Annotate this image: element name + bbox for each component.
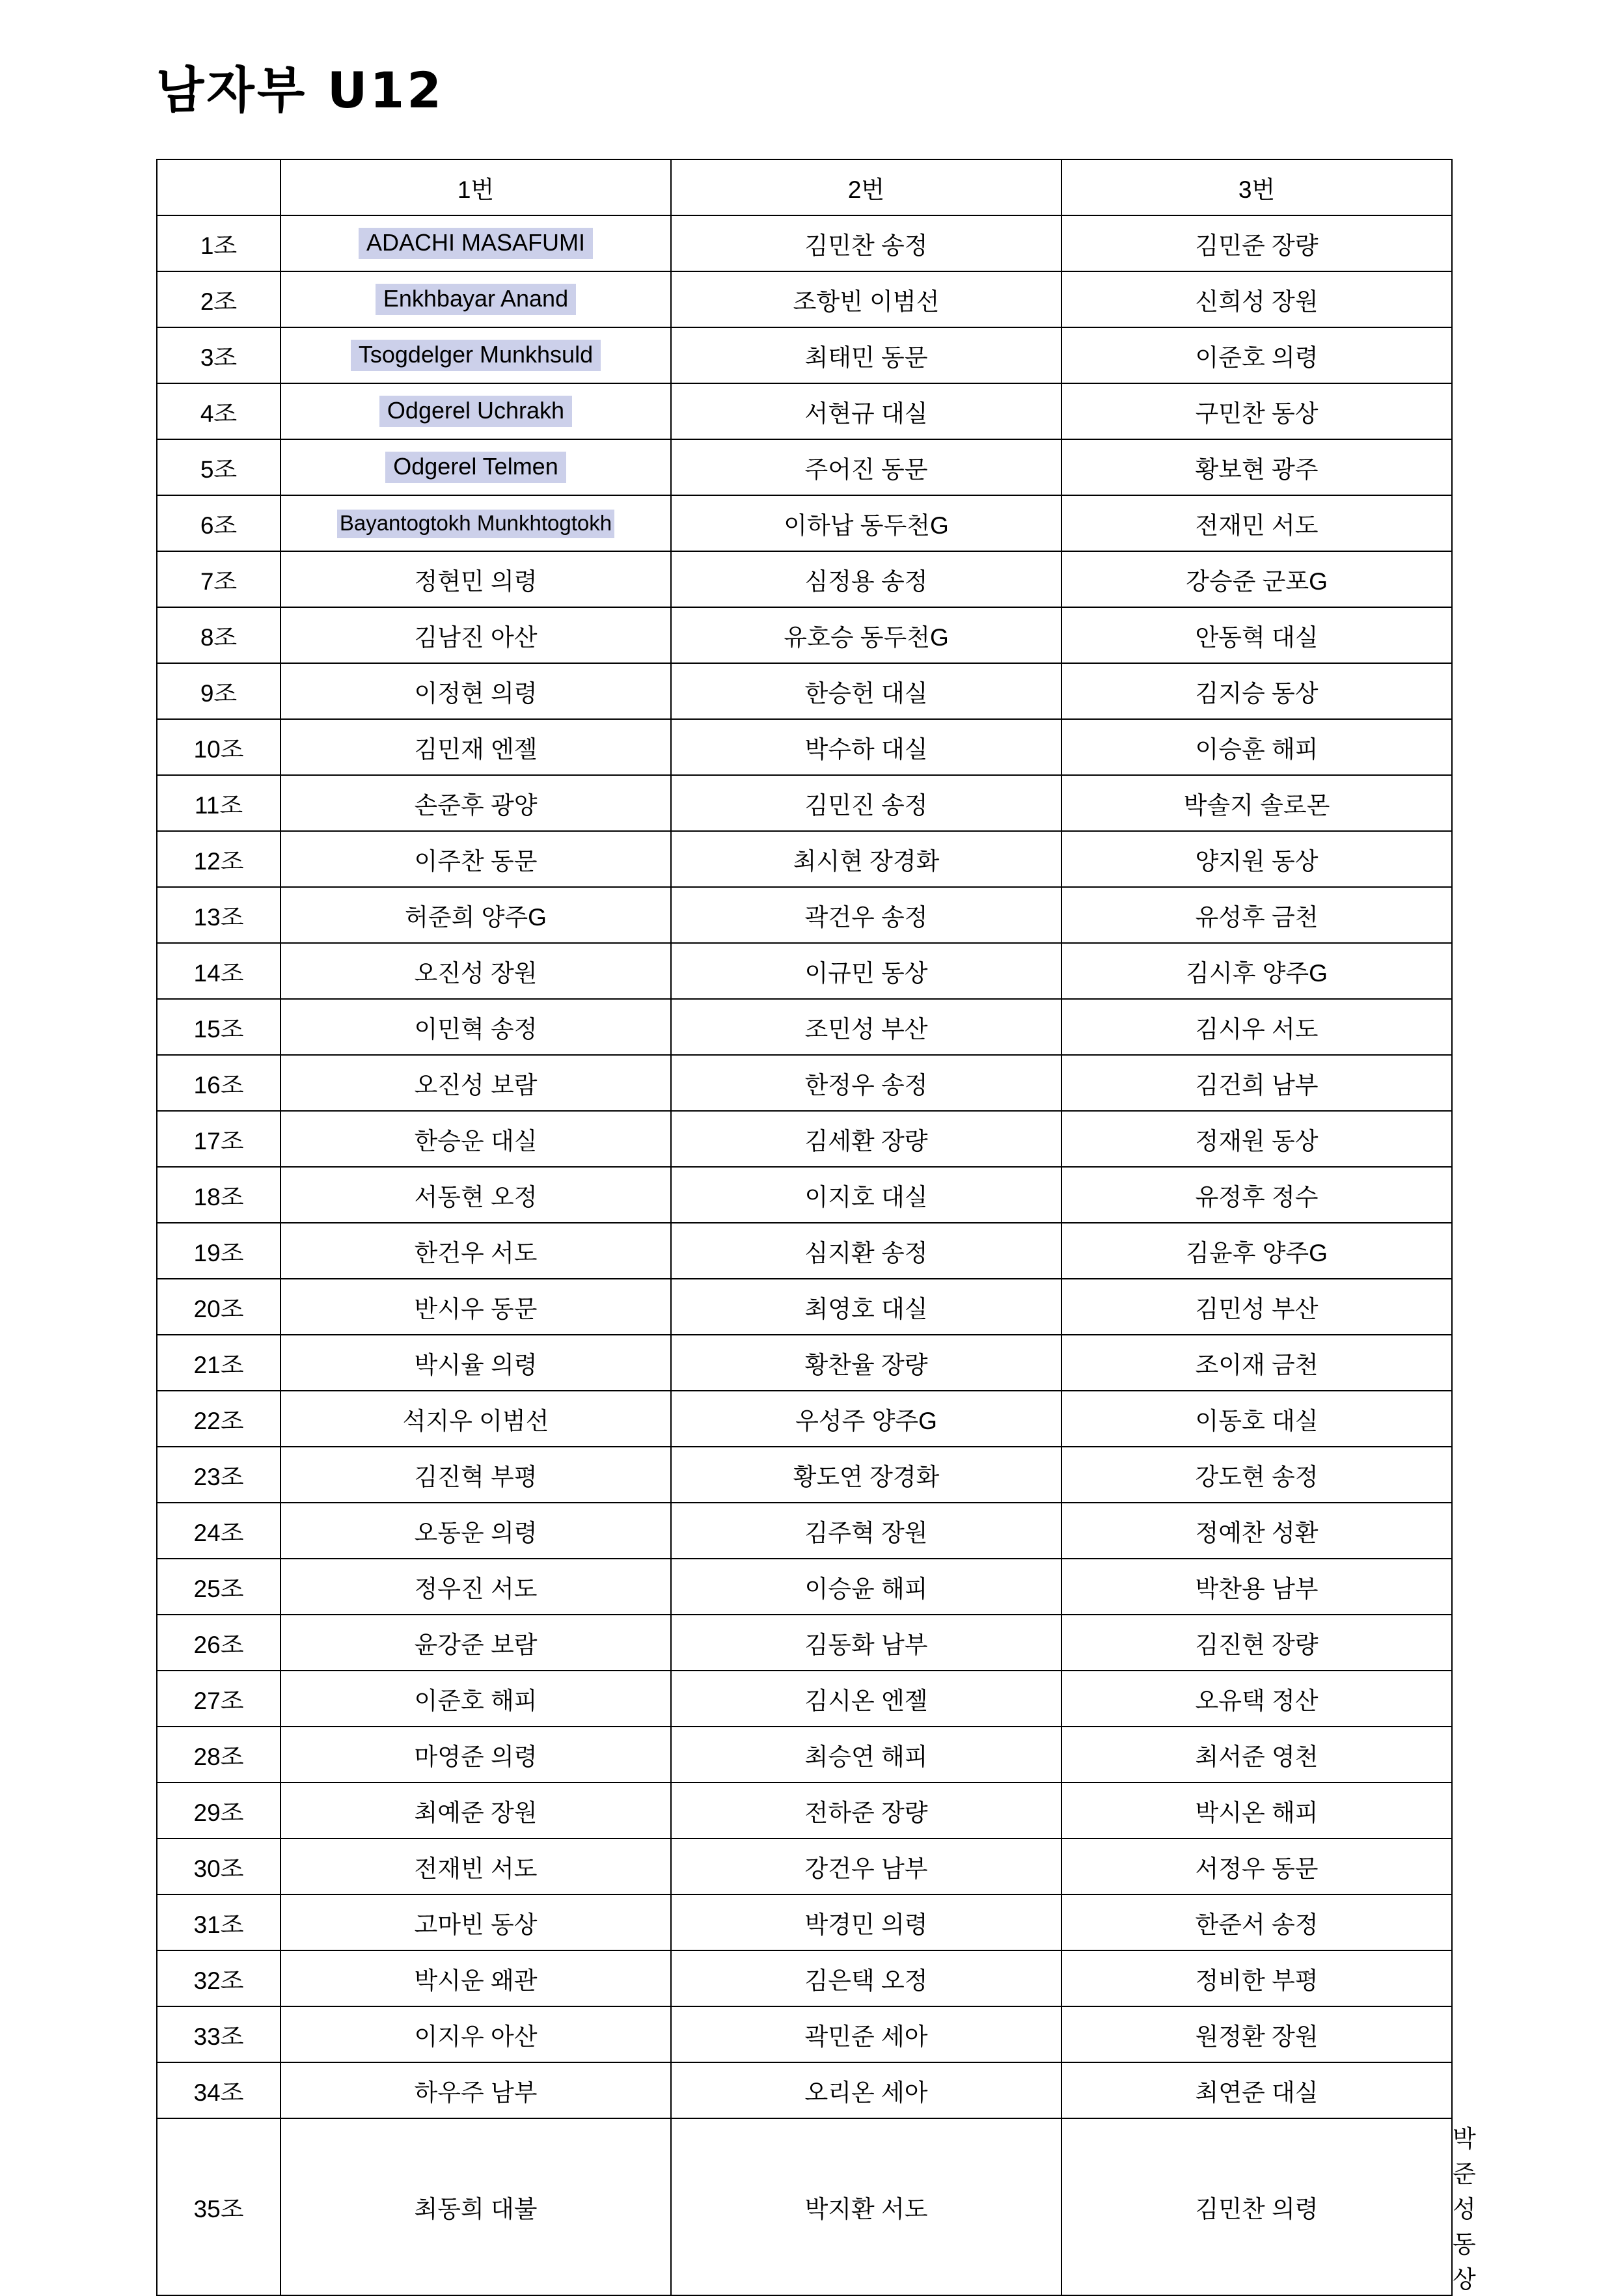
player-cell <box>280 327 671 383</box>
table-row <box>157 719 1452 775</box>
player-cell: 강승준 군포G <box>1061 551 1452 607</box>
player-cell: 최예준 장원 <box>280 1783 671 1838</box>
player-cell: 최서준 영천 <box>1061 1727 1452 1783</box>
player-cell: 박솔지 솔로몬 <box>1061 775 1452 831</box>
player-cell: 박시온 해피 <box>1061 1783 1452 1838</box>
group-label: 9조 <box>157 663 280 719</box>
player-cell: 이정현 의령 <box>280 663 671 719</box>
player-cell <box>280 495 671 551</box>
player-cell: 박시운 왜관 <box>280 1950 671 2006</box>
group-label: 2조 <box>157 271 280 327</box>
table-row <box>157 1615 1452 1671</box>
player-cell: 윤강준 보람 <box>280 1615 671 1671</box>
table-row <box>157 1223 1452 1279</box>
player-cell: 김민진 송정 <box>671 775 1061 831</box>
group-label: 32조 <box>157 1950 280 2006</box>
group-label: 5조 <box>157 439 280 495</box>
table-row <box>157 327 1452 383</box>
page-title: 남자부 U12 <box>156 61 445 119</box>
player-cell: 서정우 동문 <box>1061 1838 1452 1894</box>
player-cell: 박시율 의령 <box>280 1335 671 1391</box>
group-label: 4조 <box>157 383 280 439</box>
player-cell: 구민찬 동상 <box>1061 383 1452 439</box>
table-row <box>157 607 1452 663</box>
group-label: 20조 <box>157 1279 280 1335</box>
group-label: 22조 <box>157 1391 280 1447</box>
group-label: 26조 <box>157 1615 280 1671</box>
group-label: 11조 <box>157 775 280 831</box>
group-label: 30조 <box>157 1838 280 1894</box>
player-cell: 오유택 정산 <box>1061 1671 1452 1727</box>
player-cell: 김진혁 부평 <box>280 1447 671 1503</box>
player-cell: 박수하 대실 <box>671 719 1061 775</box>
group-label: 28조 <box>157 1727 280 1783</box>
player-cell <box>280 215 671 271</box>
player-cell: 정우진 서도 <box>280 1559 671 1615</box>
header-corner <box>157 159 280 215</box>
player-cell: 강도현 송정 <box>1061 1447 1452 1503</box>
player-cell: 주어진 동문 <box>671 439 1061 495</box>
table-row <box>157 1167 1452 1223</box>
player-cell: 석지우 이범선 <box>280 1391 671 1447</box>
table-row <box>157 887 1452 943</box>
table-row <box>157 1111 1452 1167</box>
player-cell: 한승헌 대실 <box>671 663 1061 719</box>
group-label: 25조 <box>157 1559 280 1615</box>
group-label: 7조 <box>157 551 280 607</box>
group-label: 33조 <box>157 2006 280 2062</box>
player-cell: 김민찬 송정 <box>671 215 1061 271</box>
table-row <box>157 1559 1452 1615</box>
player-name-highlighted: Bayantogtokh Munkhtogtokh <box>337 510 614 539</box>
group-label: 34조 <box>157 2062 280 2118</box>
group-label: 27조 <box>157 1671 280 1727</box>
group-label: 14조 <box>157 943 280 999</box>
player-cell: 하우주 남부 <box>280 2062 671 2118</box>
player-name-highlighted: ADACHI MASAFUMI <box>359 228 593 259</box>
group-label: 13조 <box>157 887 280 943</box>
player-cell <box>280 439 671 495</box>
player-cell: 강건우 남부 <box>671 1838 1061 1894</box>
player-cell: 전재민 서도 <box>1061 495 1452 551</box>
player-cell: 조민성 부산 <box>671 999 1061 1055</box>
table-row <box>157 1335 1452 1391</box>
group-label: 17조 <box>157 1111 280 1167</box>
table-row <box>157 1783 1452 1838</box>
player-cell: 김건희 남부 <box>1061 1055 1452 1111</box>
table-row <box>157 1671 1452 1727</box>
group-label: 21조 <box>157 1335 280 1391</box>
player-cell: 이민혁 송정 <box>280 999 671 1055</box>
player-cell: 이승훈 해피 <box>1061 719 1452 775</box>
player-cell: 정예찬 성환 <box>1061 1503 1452 1559</box>
player-cell: 서현규 대실 <box>671 383 1061 439</box>
player-cell: 조항빈 이범선 <box>671 271 1061 327</box>
player-cell: 김동화 남부 <box>671 1615 1061 1671</box>
table-row <box>157 775 1452 831</box>
player-cell: 반시우 동문 <box>280 1279 671 1335</box>
table-row <box>157 551 1452 607</box>
player-cell: 황보현 광주 <box>1061 439 1452 495</box>
group-label: 23조 <box>157 1447 280 1503</box>
player-cell: 양지원 동상 <box>1061 831 1452 887</box>
player-cell: 최시현 장경화 <box>671 831 1061 887</box>
player-cell: 오동운 의령 <box>280 1503 671 1559</box>
player-cell: 김민찬 의령 <box>1061 2118 1452 2295</box>
player-cell: 김시온 엔젤 <box>671 1671 1061 1727</box>
player-name-highlighted: Tsogdelger Munkhsuld <box>351 340 601 371</box>
player-cell: 이준호 해피 <box>280 1671 671 1727</box>
player-cell: 김민성 부산 <box>1061 1279 1452 1335</box>
table-header-row <box>157 159 1452 215</box>
player-cell: 원정환 장원 <box>1061 2006 1452 2062</box>
player-cell: 정현민 의령 <box>280 551 671 607</box>
player-cell: 김주혁 장원 <box>671 1503 1061 1559</box>
player-cell: 정비한 부평 <box>1061 1950 1452 2006</box>
player-cell: 정재원 동상 <box>1061 1111 1452 1167</box>
player-cell: 최동희 대불 <box>280 2118 671 2295</box>
group-label: 35조 <box>157 2118 280 2295</box>
player-cell <box>280 271 671 327</box>
player-cell: 유성후 금천 <box>1061 887 1452 943</box>
table-row <box>157 439 1452 495</box>
group-label: 29조 <box>157 1783 280 1838</box>
player-cell: 김민준 장량 <box>1061 215 1452 271</box>
player-name-highlighted: Odgerel Uchrakh <box>379 396 572 427</box>
player-cell: 이규민 동상 <box>671 943 1061 999</box>
table-row <box>157 2062 1452 2118</box>
player-cell: 곽민준 세아 <box>671 2006 1061 2062</box>
group-label: 8조 <box>157 607 280 663</box>
player-cell: 고마빈 동상 <box>280 1894 671 1950</box>
header-slot-1: 1번 <box>280 159 671 215</box>
header-slot-3: 3번 <box>1061 159 1452 215</box>
table-row <box>157 215 1452 271</box>
group-label: 12조 <box>157 831 280 887</box>
player-cell: 김시우 서도 <box>1061 999 1452 1055</box>
player-cell: 김지승 동상 <box>1061 663 1452 719</box>
player-cell: 황찬율 장량 <box>671 1335 1061 1391</box>
player-cell: 이지호 대실 <box>671 1167 1061 1223</box>
player-cell: 김진현 장량 <box>1061 1615 1452 1671</box>
player-cell: 유정후 정수 <box>1061 1167 1452 1223</box>
player-cell: 우성주 양주G <box>671 1391 1061 1447</box>
player-cell: 오진성 보람 <box>280 1055 671 1111</box>
group-label: 19조 <box>157 1223 280 1279</box>
player-cell: 유호승 동두천G <box>671 607 1061 663</box>
table-row <box>157 383 1452 439</box>
player-cell: 박찬용 남부 <box>1061 1559 1452 1615</box>
player-cell: 신희성 장원 <box>1061 271 1452 327</box>
group-label: 1조 <box>157 215 280 271</box>
player-cell: 심지환 송정 <box>671 1223 1061 1279</box>
group-label: 15조 <box>157 999 280 1055</box>
player-cell: 이지우 아산 <box>280 2006 671 2062</box>
player-cell: 한준서 송정 <box>1061 1894 1452 1950</box>
player-cell: 김민재 엔젤 <box>280 719 671 775</box>
table-row <box>157 1727 1452 1783</box>
player-cell: 김시후 양주G <box>1061 943 1452 999</box>
table-row <box>157 1894 1452 1950</box>
player-cell: 심정용 송정 <box>671 551 1061 607</box>
player-cell: 이하납 동두천G <box>671 495 1061 551</box>
group-label: 16조 <box>157 1055 280 1111</box>
player-cell: 한정우 송정 <box>671 1055 1061 1111</box>
draw-table <box>156 159 1476 2296</box>
player-name-highlighted: Enkhbayar Anand <box>376 284 576 315</box>
table-row <box>157 2006 1452 2062</box>
group-label: 10조 <box>157 719 280 775</box>
player-cell: 한승운 대실 <box>280 1111 671 1167</box>
player-cell: 마영준 의령 <box>280 1727 671 1783</box>
table-row <box>157 495 1452 551</box>
table-row <box>157 1503 1452 1559</box>
table-row <box>157 1838 1452 1894</box>
player-cell: 박지환 서도 <box>671 2118 1061 2295</box>
player-cell: 조이재 금천 <box>1061 1335 1452 1391</box>
player-cell: 서동현 오정 <box>280 1167 671 1223</box>
player-cell: 전재빈 서도 <box>280 1838 671 1894</box>
player-cell: 최영호 대실 <box>671 1279 1061 1335</box>
player-cell: 이동호 대실 <box>1061 1391 1452 1447</box>
player-cell: 최연준 대실 <box>1061 2062 1452 2118</box>
table-row <box>157 943 1452 999</box>
table-row <box>157 1055 1452 1111</box>
player-cell: 이준호 의령 <box>1061 327 1452 383</box>
group-label: 18조 <box>157 1167 280 1223</box>
player-cell: 곽건우 송정 <box>671 887 1061 943</box>
player-cell: 전하준 장량 <box>671 1783 1061 1838</box>
player-cell: 황도연 장경화 <box>671 1447 1061 1503</box>
player-cell: 오진성 장원 <box>280 943 671 999</box>
player-cell: 오리온 세아 <box>671 2062 1061 2118</box>
player-cell: 허준희 양주G <box>280 887 671 943</box>
player-cell: 김은택 오정 <box>671 1950 1061 2006</box>
player-cell: 박경민 의령 <box>671 1894 1061 1950</box>
player-cell <box>280 383 671 439</box>
player-cell: 손준후 광양 <box>280 775 671 831</box>
table-row <box>157 663 1452 719</box>
group-label: 24조 <box>157 1503 280 1559</box>
player-cell: 한건우 서도 <box>280 1223 671 1279</box>
player-cell: 김남진 아산 <box>280 607 671 663</box>
table-row <box>157 831 1452 887</box>
player-cell: 최승연 해피 <box>671 1727 1061 1783</box>
player-cell: 김세환 장량 <box>671 1111 1061 1167</box>
table-row <box>157 1950 1452 2006</box>
table-row <box>157 1391 1452 1447</box>
table-row <box>157 1279 1452 1335</box>
group-label: 31조 <box>157 1894 280 1950</box>
player-name-highlighted: Odgerel Telmen <box>385 452 566 483</box>
table-row <box>157 999 1452 1055</box>
table-row-last: 35조 최동희 대불 박지환 서도 김민찬 의령 박준성 동상 <box>157 2118 1452 2295</box>
player-cell: 최태민 동문 <box>671 327 1061 383</box>
header-slot-2: 2번 <box>671 159 1061 215</box>
table-row <box>157 271 1452 327</box>
player-cell: 김윤후 양주G <box>1061 1223 1452 1279</box>
group-label: 6조 <box>157 495 280 551</box>
group-label: 3조 <box>157 327 280 383</box>
player-cell: 안동혁 대실 <box>1061 607 1452 663</box>
player-cell: 이주찬 동문 <box>280 831 671 887</box>
player-cell: 이승윤 해피 <box>671 1559 1061 1615</box>
table-row <box>157 1447 1452 1503</box>
